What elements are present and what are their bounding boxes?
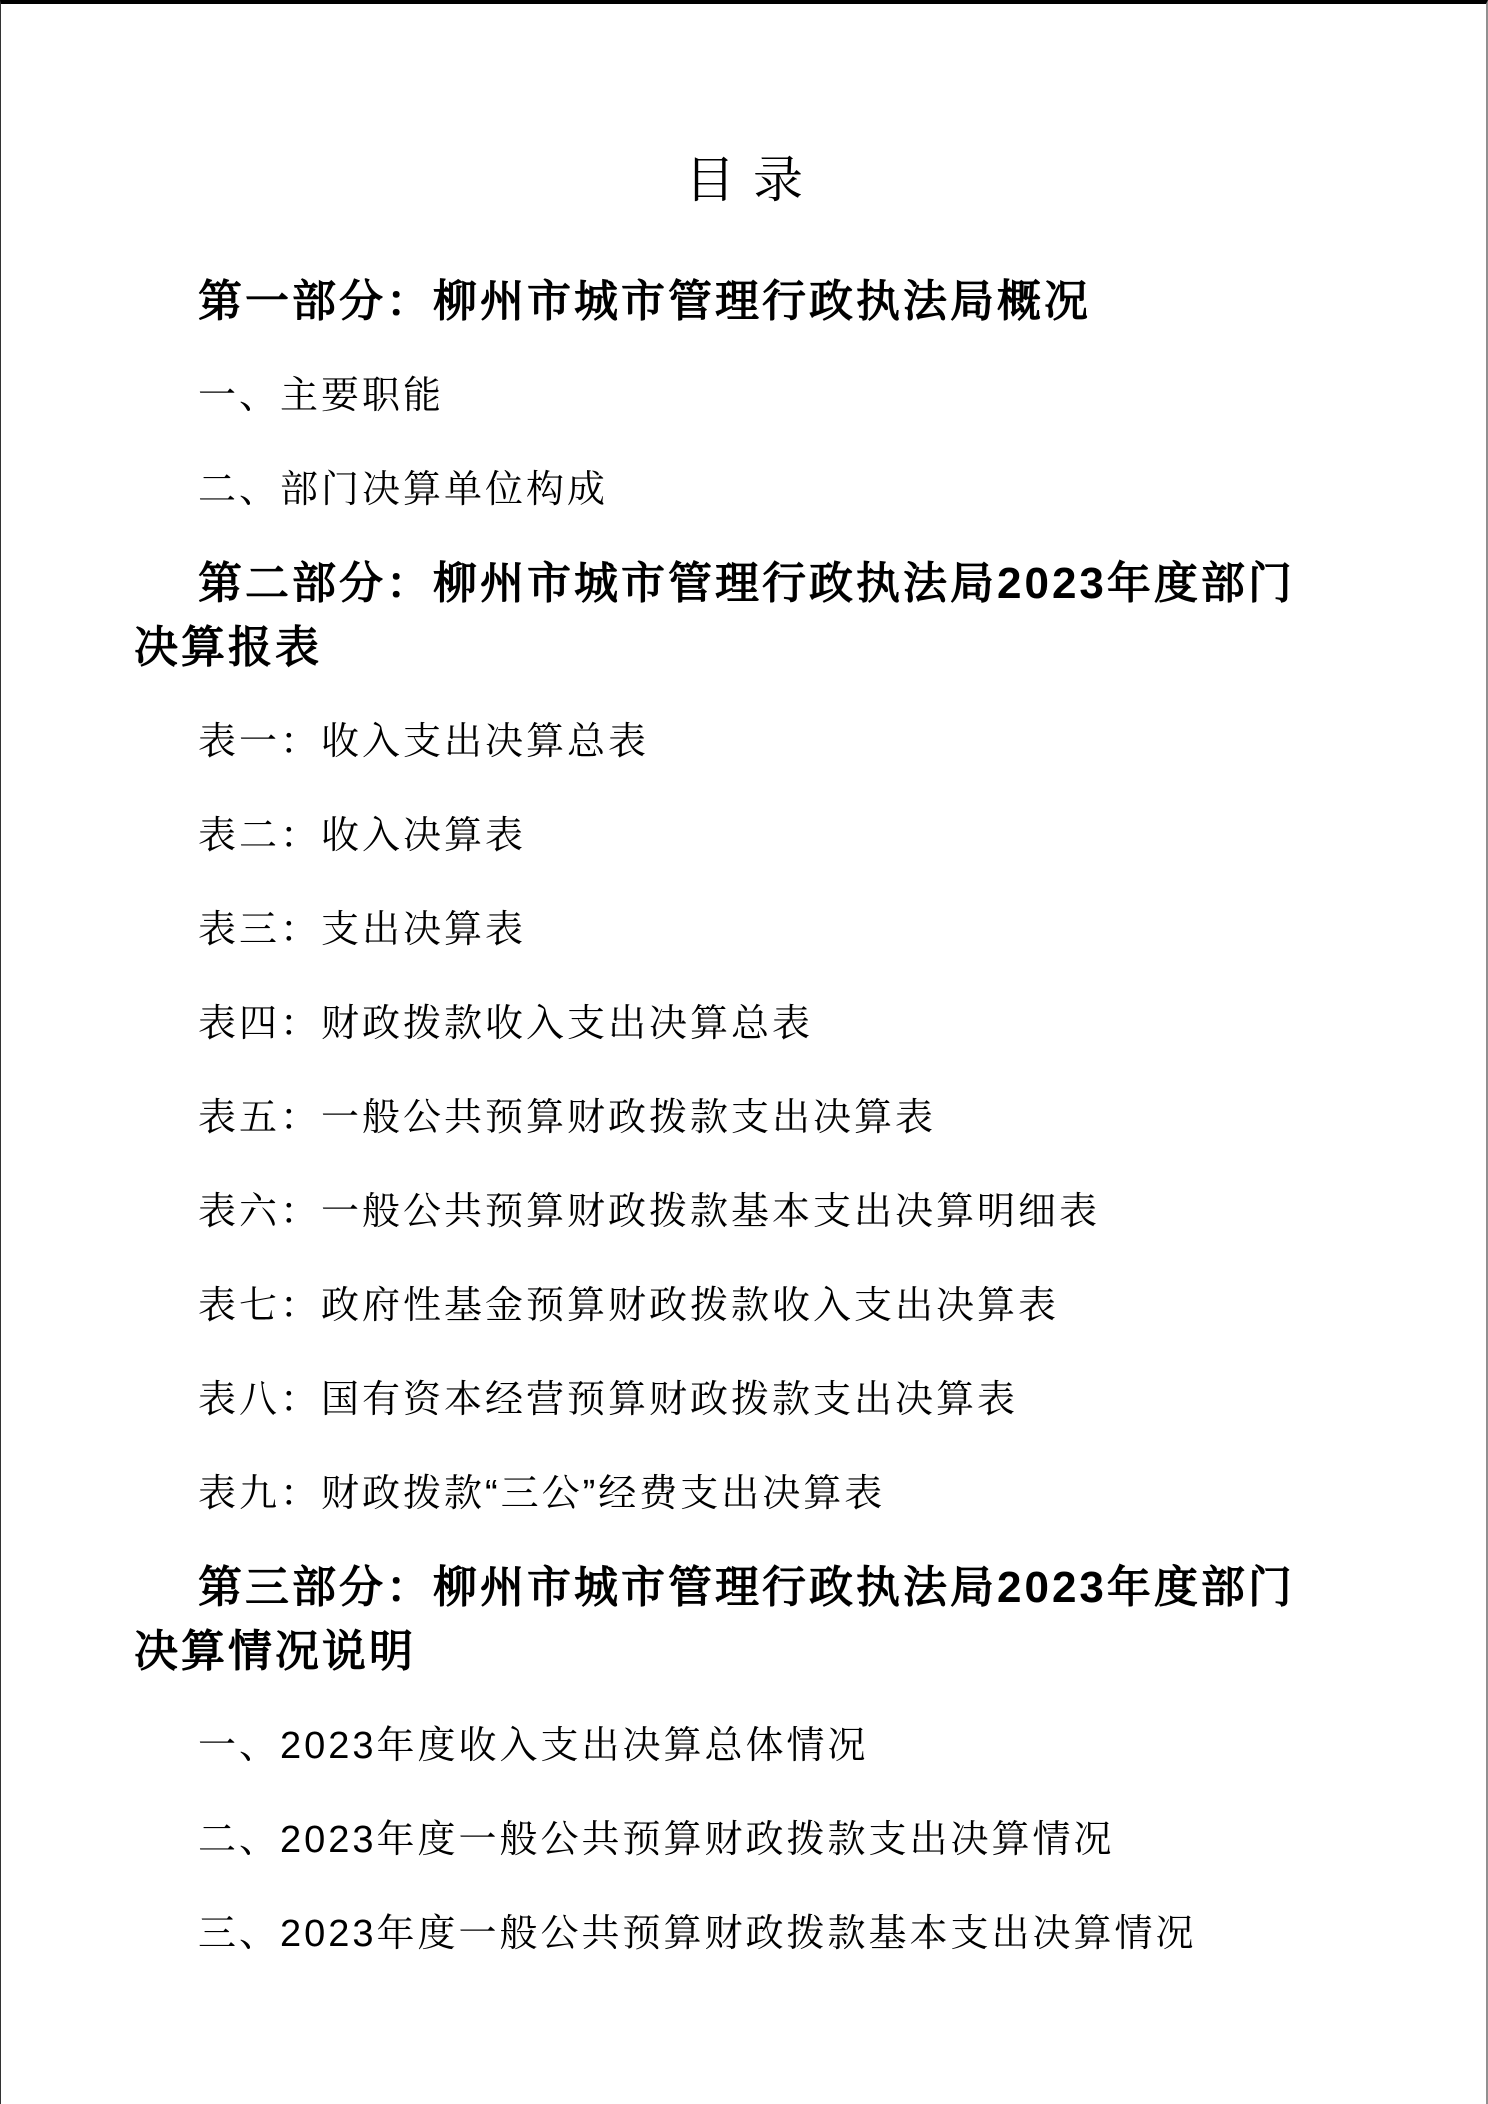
toc-item [134,1714,1356,1778]
toc-section-heading-line: 第三部分：柳州市城市管理行政执法局2023年度部门 [198,1563,1295,1612]
toc-item [134,1902,1356,1966]
toc-section-heading-line: 决算情况说明 [134,1627,416,1676]
toc-item-line: 二、部门决算单位构成 [198,469,609,511]
toc-item-line: 表三：支出决算表 [198,909,527,951]
toc-item-line: 表二：收入决算表 [198,815,527,857]
toc-item-line: 一、2023年度收入支出决算总体情况 [198,1725,869,1767]
toc-section-heading-line: 决算报表 [134,623,322,672]
toc-item [134,1086,1356,1150]
toc-item [134,1462,1356,1526]
toc-item-line: 表九：财政拨款“三公”经费支出决算表 [198,1473,886,1515]
toc-item [134,458,1356,522]
toc-item-line: 二、2023年度一般公共预算财政拨款支出决算情况 [198,1819,1115,1861]
toc-item [134,898,1356,962]
toc-item-line: 表一：收入支出决算总表 [198,721,650,763]
toc-item-line: 一、主要职能 [198,375,445,417]
toc-item-line: 表四：财政拨款收入支出决算总表 [198,1003,814,1045]
toc-item [134,1368,1356,1432]
toc-item-line: 表六：一般公共预算财政拨款基本支出决算明细表 [198,1191,1101,1233]
toc-section-heading [134,270,1356,334]
toc-list [134,270,1356,1966]
page-title: 目 录 [685,152,805,208]
page-content [1,4,1486,1966]
toc-item [134,992,1356,1056]
toc-item [134,710,1356,774]
toc-item [134,364,1356,428]
toc-section-heading-line: 第一部分：柳州市城市管理行政执法局概况 [198,277,1091,326]
toc-section-heading [134,1556,1356,1684]
toc-item [134,1274,1356,1338]
toc-section-heading-line: 第二部分：柳州市城市管理行政执法局2023年度部门 [198,559,1295,608]
toc-item [134,1808,1356,1872]
toc-section-heading [134,552,1356,680]
toc-item-line: 表五：一般公共预算财政拨款支出决算表 [198,1097,937,1139]
toc-item-line: 表七：政府性基金预算财政拨款收入支出决算表 [198,1285,1060,1327]
toc-item-line: 表八：国有资本经营预算财政拨款支出决算表 [198,1379,1019,1421]
toc-item-line: 三、2023年度一般公共预算财政拨款基本支出决算情况 [198,1913,1197,1955]
toc-item [134,804,1356,868]
toc-item [134,1180,1356,1244]
